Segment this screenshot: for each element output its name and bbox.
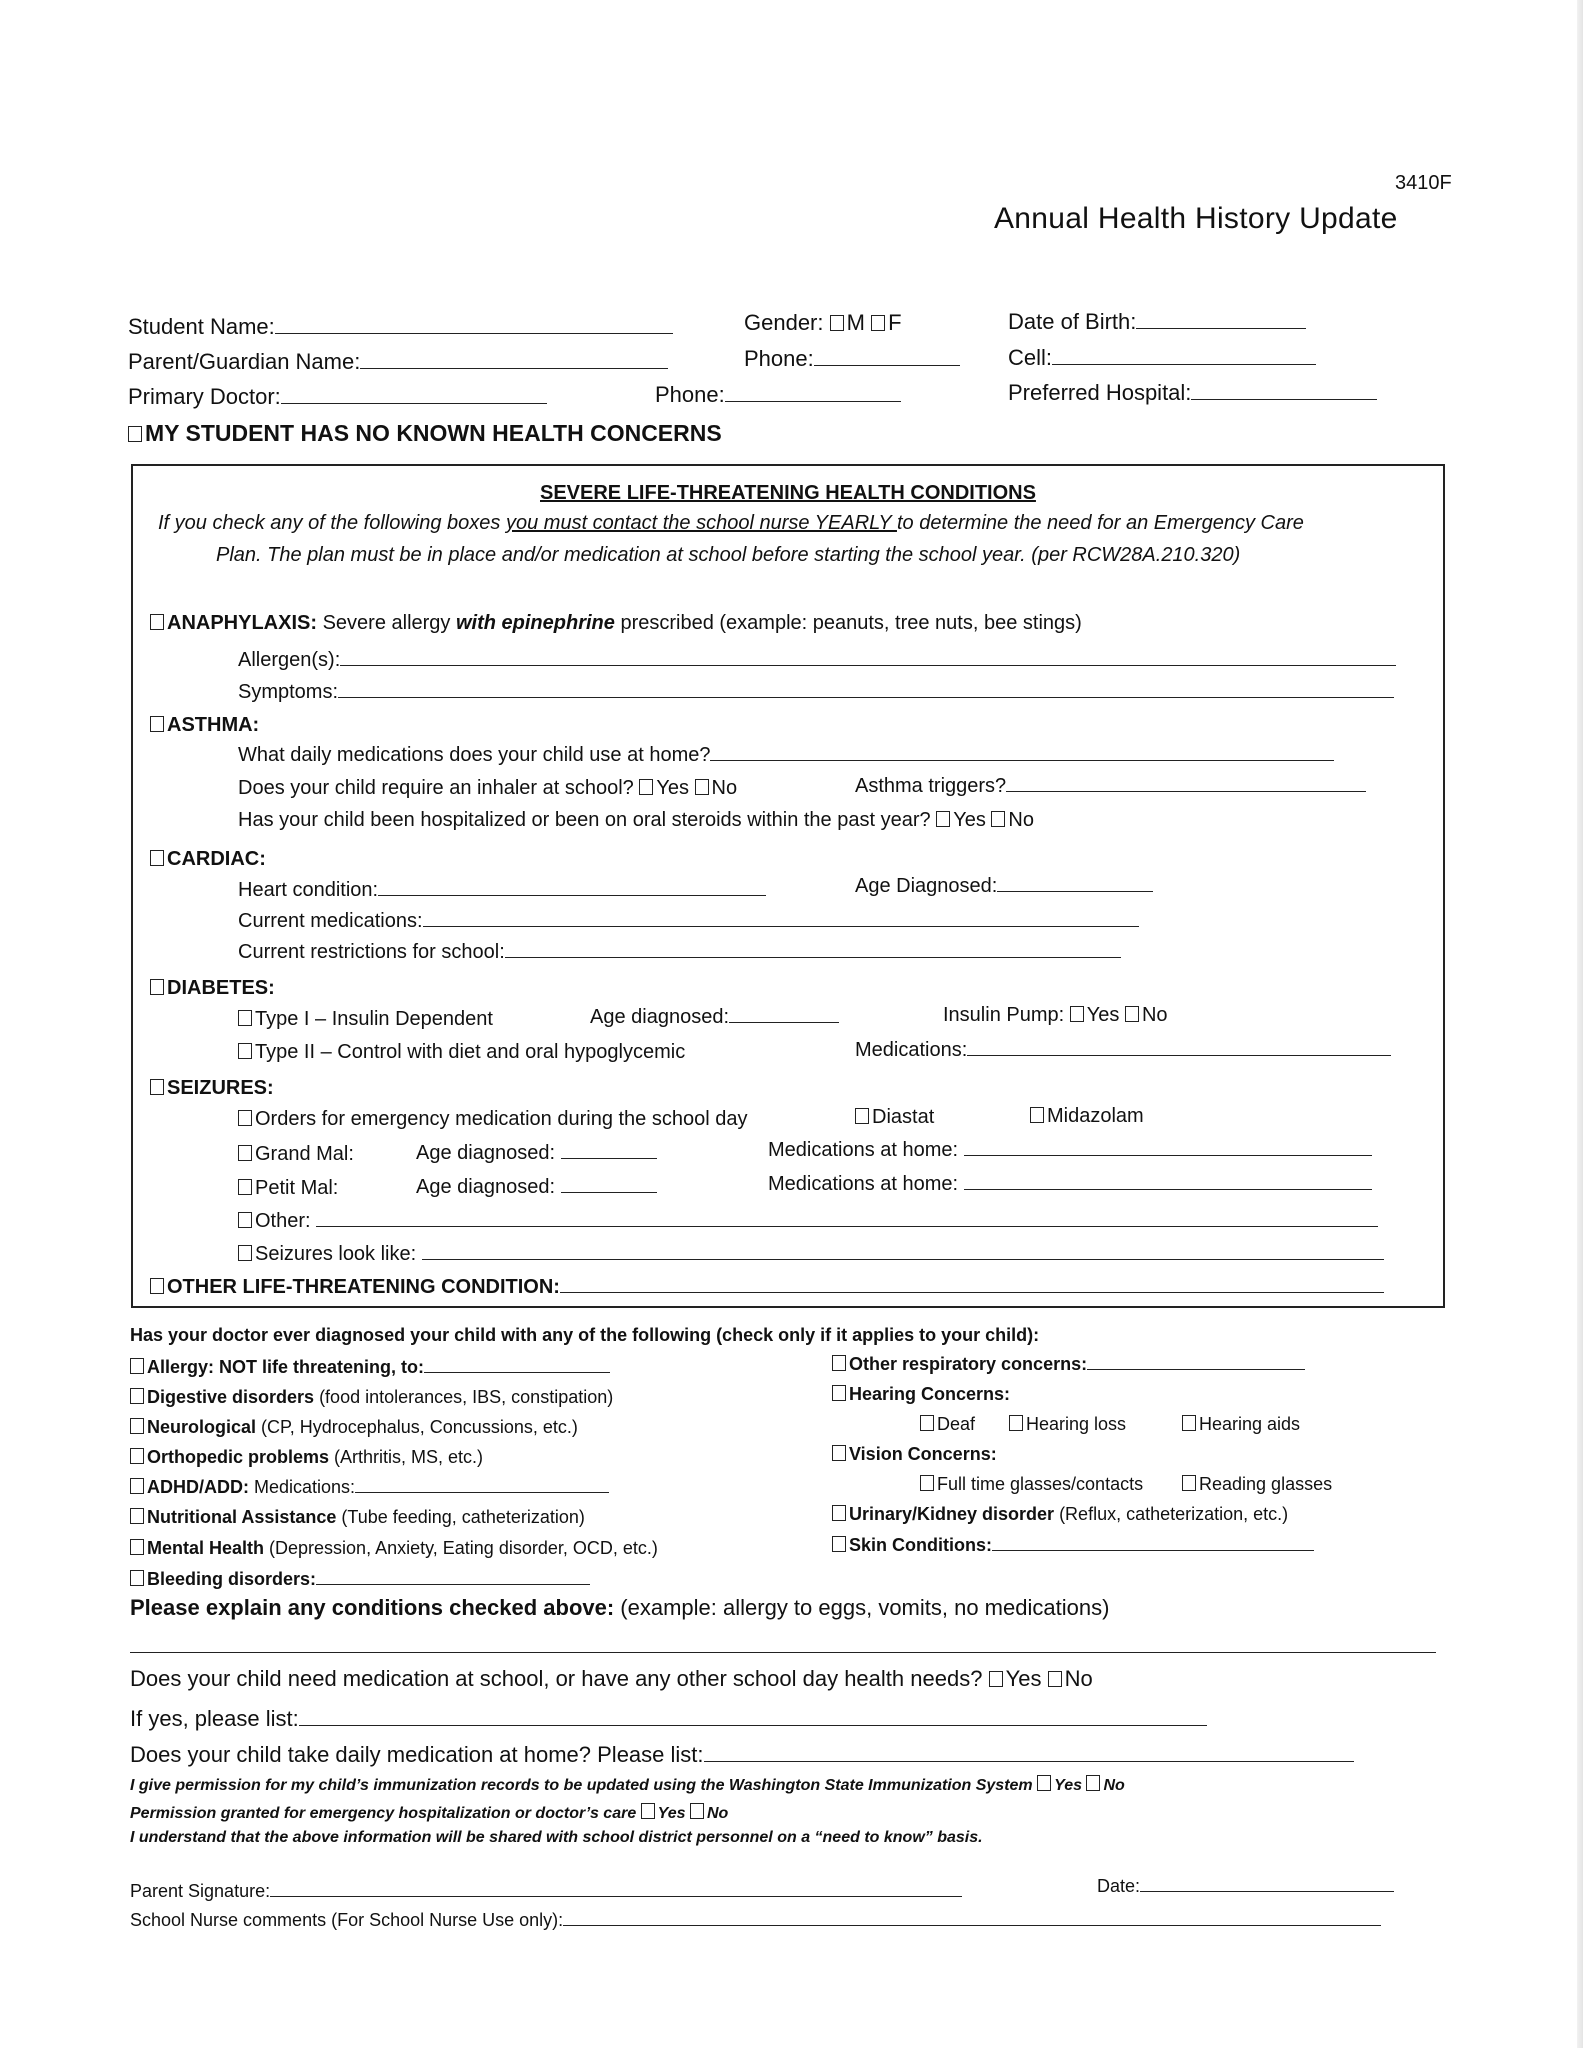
phone-line[interactable] [814, 364, 960, 366]
hearing-aids-option[interactable] [1182, 1414, 1300, 1435]
diagnosed-heading: Has your doctor ever diagnosed your child with any of the following (check only if it applies to your child): [130, 1325, 1040, 1345]
form-code: 3410F [1395, 172, 1452, 194]
grand-mal-label: Grand Mal: [255, 1143, 354, 1165]
digestive-note: (food intolerances, IBS, constipation) [314, 1387, 614, 1407]
seizures-checkbox[interactable] [150, 1079, 164, 1095]
type2-label: Type II – Control with diet and oral hypoglycemic [255, 1041, 686, 1063]
bleeding-option[interactable] [130, 1569, 590, 1590]
orthopedic-option[interactable] [130, 1447, 483, 1468]
dob-field[interactable] [1008, 309, 1306, 335]
primary-doctor-label: Primary Doctor: [128, 384, 281, 409]
hospitalization-permission [130, 1803, 728, 1823]
emergency-orders-checkbox[interactable] [238, 1110, 252, 1126]
grand-mal-checkbox[interactable] [238, 1145, 252, 1161]
reading-glasses-checkbox[interactable] [1182, 1475, 1196, 1491]
grand-mal-option[interactable] [238, 1143, 354, 1166]
asthma-meds-line[interactable] [710, 759, 1334, 761]
diastat-label: Diastat [872, 1106, 935, 1128]
parent-signature-label: Parent Signature: [130, 1881, 271, 1901]
school-medication-yes-checkbox[interactable] [989, 1671, 1003, 1687]
diastat-option[interactable] [855, 1106, 934, 1129]
immunization-no-label: No [1103, 1777, 1125, 1794]
preferred-hospital-field[interactable] [1008, 380, 1377, 406]
school-medication-no-checkbox[interactable] [1048, 1671, 1062, 1687]
seizure-other-field[interactable] [238, 1210, 1378, 1233]
nurse-comments-line[interactable] [563, 1924, 1381, 1926]
mental-health-checkbox[interactable] [130, 1539, 144, 1555]
hospitalized-no-label: No [1008, 809, 1034, 831]
cell-line[interactable] [1052, 363, 1316, 365]
gender-f-checkbox[interactable] [871, 315, 885, 331]
scan-edge [1577, 0, 1583, 2048]
seizures-look-label: Seizures look like: [255, 1243, 417, 1265]
emergency-orders-option[interactable] [238, 1108, 747, 1131]
hospitalization-label: Permission granted for emergency hospitalization or doctor’s care [130, 1805, 637, 1822]
adhd-checkbox[interactable] [130, 1478, 144, 1494]
school-medication-yes-label: Yes [1005, 1666, 1042, 1691]
anaphylaxis-checkbox[interactable] [150, 614, 164, 630]
bleeding-checkbox[interactable] [130, 1570, 144, 1586]
severe-intro-b: you must contact the school nurse YEARLY [505, 512, 897, 534]
orthopedic-label: Orthopedic problems [147, 1447, 330, 1467]
mental-health-label: Mental Health [147, 1538, 265, 1558]
insulin-pump-no-label: No [1141, 1004, 1168, 1026]
allergy-label: Allergy: NOT life threatening, to: [147, 1357, 425, 1377]
digestive-option[interactable] [130, 1387, 613, 1408]
mental-health-note: (Depression, Anxiety, Eating disorder, OCD, etc.) [264, 1538, 658, 1558]
asthma-row[interactable] [150, 714, 259, 737]
parent-signature-field[interactable] [130, 1881, 962, 1902]
petit-mal-age-field[interactable] [416, 1176, 657, 1199]
respiratory-label: Other respiratory concerns: [849, 1354, 1088, 1374]
school-medication-no-label: No [1064, 1666, 1093, 1691]
symptoms-label: Symptoms: [238, 681, 339, 703]
gender-field [744, 310, 902, 336]
cardiac-age-label: Age Diagnosed: [855, 875, 998, 897]
no-concerns-checkbox[interactable] [128, 426, 142, 442]
explain-line[interactable] [130, 1652, 1436, 1653]
diabetes-label: DIABETES: [167, 977, 275, 999]
skin-line[interactable] [992, 1549, 1314, 1551]
symptoms-line[interactable] [338, 696, 1394, 698]
symptoms-field[interactable] [238, 681, 1394, 704]
insulin-pump-yes-checkbox[interactable] [1070, 1006, 1084, 1022]
seizures-look-line[interactable] [422, 1258, 1384, 1260]
neurological-option[interactable] [130, 1417, 578, 1438]
urinary-checkbox[interactable] [832, 1505, 846, 1521]
hearing-label: Hearing Concerns: [849, 1384, 1011, 1404]
gender-label: Gender: [744, 310, 824, 335]
gender-m-label: M [846, 310, 865, 335]
asthma-meds-field[interactable] [238, 744, 1334, 767]
cardiac-meds-label: Current medications: [238, 910, 423, 932]
hospitalization-yes-label: Yes [657, 1805, 686, 1822]
hospitalized-no-checkbox[interactable] [991, 811, 1005, 827]
insulin-pump-yes-label: Yes [1086, 1004, 1120, 1026]
adhd-line[interactable] [355, 1491, 609, 1493]
urinary-label: Urinary/Kidney disorder [849, 1504, 1055, 1524]
diabetes-meds-field[interactable] [855, 1039, 1391, 1062]
restrictions-field[interactable] [238, 941, 1121, 964]
cell-label: Cell: [1008, 345, 1053, 370]
nurse-comments-field[interactable] [130, 1910, 1381, 1931]
nutrition-option[interactable] [130, 1507, 585, 1528]
hospitalized-label: Has your child been hospitalized or been on oral steroids within the past year? [238, 809, 931, 831]
severe-heading: SEVERE LIFE-THREATENING HEALTH CONDITIONS [540, 482, 1036, 504]
orthopedic-checkbox[interactable] [130, 1448, 144, 1464]
skin-option[interactable] [832, 1535, 1314, 1556]
cell-field[interactable] [1008, 345, 1316, 371]
type1-checkbox[interactable] [238, 1010, 252, 1026]
petit-mal-option[interactable] [238, 1177, 338, 1200]
asthma-meds-label: What daily medications does your child use at home? [238, 744, 711, 766]
seizure-other-label: Other: [255, 1210, 311, 1232]
inhaler-yes-checkbox[interactable] [639, 779, 653, 795]
explain-example: (example: allergy to eggs, vomits, no medications) [614, 1595, 1110, 1620]
hearing-aids-checkbox[interactable] [1182, 1415, 1196, 1431]
allergens-label: Allergen(s): [238, 649, 341, 671]
asthma-triggers-label: Asthma triggers? [855, 775, 1007, 797]
inhaler-no-checkbox[interactable] [695, 779, 709, 795]
asthma-checkbox[interactable] [150, 716, 164, 732]
asthma-triggers-line[interactable] [1006, 790, 1366, 792]
anaphylaxis-desc-a: Severe allergy [317, 612, 456, 634]
diabetes-checkbox[interactable] [150, 979, 164, 995]
restrictions-line[interactable] [505, 956, 1121, 958]
bleeding-label: Bleeding disorders: [147, 1569, 317, 1589]
if-yes-list-field[interactable] [130, 1706, 1207, 1732]
explain-prompt [130, 1595, 1109, 1621]
school-medication-question [130, 1666, 1093, 1692]
diabetes-row[interactable] [150, 977, 275, 1000]
date-field[interactable] [1097, 1876, 1394, 1897]
diabetes-meds-label: Medications: [855, 1039, 968, 1061]
hearing-option[interactable] [832, 1384, 1010, 1405]
allergy-option[interactable] [130, 1357, 610, 1378]
severe-intro-c: to determine the need for an Emergency Care [896, 512, 1304, 534]
hearing-checkbox[interactable] [832, 1385, 846, 1401]
adhd-note: Medications: [249, 1477, 356, 1497]
skin-label: Skin Conditions: [849, 1535, 992, 1555]
inhaler-label: Does your child require an inhaler at school? [238, 777, 634, 799]
emergency-orders-label: Orders for emergency medication during the school day [255, 1108, 748, 1130]
primary-doctor-line[interactable] [281, 402, 547, 404]
nurse-comments-label: School Nurse comments (For School Nurse Use only): [130, 1910, 564, 1930]
insulin-pump-label: Insulin Pump: [943, 1004, 1065, 1026]
skin-checkbox[interactable] [832, 1536, 846, 1552]
seizures-look-field[interactable] [238, 1243, 1384, 1266]
adhd-option[interactable] [130, 1477, 609, 1498]
deaf-checkbox[interactable] [920, 1415, 934, 1431]
immunization-no-checkbox[interactable] [1086, 1775, 1100, 1791]
allergy-line[interactable] [424, 1371, 610, 1373]
heart-condition-field[interactable] [238, 879, 766, 902]
midazolam-option[interactable] [1030, 1105, 1144, 1128]
deaf-option[interactable] [920, 1414, 975, 1435]
diabetes-age-label: Age diagnosed: [590, 1006, 730, 1028]
nutrition-label: Nutritional Assistance [147, 1507, 337, 1527]
digestive-label: Digestive disorders [147, 1387, 315, 1407]
midazolam-label: Midazolam [1047, 1105, 1144, 1127]
hospitalized-yes-label: Yes [953, 809, 986, 831]
parent-signature-line[interactable] [270, 1895, 962, 1897]
anaphylaxis-desc-b: with epinephrine [455, 612, 615, 634]
allergens-field[interactable] [238, 649, 1396, 672]
gender-m-checkbox[interactable] [830, 315, 844, 331]
primary-doctor-field[interactable] [128, 384, 547, 410]
if-yes-list-line[interactable] [299, 1724, 1207, 1726]
respiratory-option[interactable] [832, 1354, 1305, 1375]
type2-option[interactable] [238, 1041, 685, 1064]
anaphylaxis-label: ANAPHYLAXIS: [167, 612, 318, 634]
petit-mal-meds-label: Medications at home: [768, 1173, 959, 1195]
cardiac-age-field[interactable] [855, 875, 1153, 898]
other-condition-line[interactable] [560, 1291, 1384, 1293]
hearing-loss-label: Hearing loss [1026, 1414, 1127, 1434]
cardiac-meds-field[interactable] [238, 910, 1139, 933]
school-medication-label: Does your child need medication at school, or have any other school day health needs? [130, 1666, 983, 1691]
home-medication-field[interactable] [130, 1742, 1354, 1768]
seizures-row[interactable] [150, 1077, 274, 1100]
doctor-phone-label: Phone: [655, 382, 725, 407]
type1-option[interactable] [238, 1008, 493, 1031]
preferred-hospital-line[interactable] [1191, 398, 1377, 400]
preferred-hospital-label: Preferred Hospital: [1008, 380, 1192, 405]
urinary-note: (Reflux, catheterization, etc.) [1054, 1504, 1289, 1524]
if-yes-list-label: If yes, please list: [130, 1706, 299, 1731]
reading-glasses-label: Reading glasses [1199, 1474, 1333, 1494]
vision-label: Vision Concerns: [849, 1444, 997, 1464]
neurological-checkbox[interactable] [130, 1418, 144, 1434]
diastat-checkbox[interactable] [855, 1108, 869, 1124]
nutrition-note: (Tube feeding, catheterization) [336, 1507, 585, 1527]
urinary-option[interactable] [832, 1504, 1288, 1525]
hearing-loss-checkbox[interactable] [1009, 1415, 1023, 1431]
vision-option[interactable] [832, 1444, 997, 1465]
respiratory-line[interactable] [1087, 1368, 1305, 1370]
petit-mal-checkbox[interactable] [238, 1179, 252, 1195]
inhaler-yes-label: Yes [656, 777, 689, 799]
immunization-label: I give permission for my child’s immunization records to be updated using the Washington State Immunization System [130, 1777, 1033, 1794]
other-condition-field[interactable] [150, 1276, 1384, 1299]
other-condition-checkbox[interactable] [150, 1278, 164, 1294]
grand-mal-meds-line[interactable] [964, 1154, 1372, 1156]
severe-intro-line2: Plan. The plan must be in place and/or medication at school before starting the school year. (per RCW28A.210.320) [216, 544, 1241, 566]
home-medication-label: Does your child take daily medication at home? Please list: [130, 1742, 704, 1767]
petit-mal-label: Petit Mal: [255, 1177, 339, 1199]
hospitalized-question [238, 809, 1034, 832]
cardiac-checkbox[interactable] [150, 850, 164, 866]
hearing-aids-label: Hearing aids [1199, 1414, 1301, 1434]
allergens-line[interactable] [340, 664, 1396, 666]
cardiac-label: CARDIAC: [167, 848, 266, 870]
nutrition-checkbox[interactable] [130, 1508, 144, 1524]
inhaler-no-label: No [711, 777, 738, 799]
petit-mal-meds-field[interactable] [768, 1173, 1372, 1196]
deaf-label: Deaf [937, 1414, 976, 1434]
cardiac-age-line[interactable] [997, 890, 1153, 892]
immunization-permission [130, 1775, 1125, 1795]
hospitalization-no-checkbox[interactable] [690, 1803, 704, 1819]
grand-mal-meds-field[interactable] [768, 1139, 1372, 1162]
grand-mal-age-field[interactable] [416, 1142, 657, 1165]
seizures-label: SEIZURES: [167, 1077, 274, 1099]
digestive-checkbox[interactable] [130, 1388, 144, 1404]
diabetes-age-line[interactable] [729, 1021, 839, 1023]
neurological-note: (CP, Hydrocephalus, Concussions, etc.) [256, 1417, 578, 1437]
grand-mal-meds-label: Medications at home: [768, 1139, 959, 1161]
parent-name-label: Parent/Guardian Name: [128, 349, 361, 374]
neurological-label: Neurological [147, 1417, 257, 1437]
petit-mal-age-label: Age diagnosed: [416, 1176, 556, 1198]
date-line[interactable] [1140, 1890, 1394, 1892]
home-medication-line[interactable] [704, 1760, 1354, 1762]
severe-intro-line1 [158, 512, 1304, 535]
petit-mal-age-line[interactable] [561, 1191, 657, 1193]
restrictions-label: Current restrictions for school: [238, 941, 505, 963]
grand-mal-age-label: Age diagnosed: [416, 1142, 556, 1164]
student-name-line[interactable] [275, 332, 673, 334]
cardiac-meds-line[interactable] [423, 925, 1139, 927]
cardiac-row[interactable] [150, 848, 266, 871]
heart-condition-line[interactable] [378, 894, 766, 896]
no-concerns-option[interactable] [128, 420, 722, 447]
type2-checkbox[interactable] [238, 1043, 252, 1059]
student-name-label: Student Name: [128, 314, 275, 339]
immunization-yes-checkbox[interactable] [1037, 1775, 1051, 1791]
doctor-phone-field[interactable] [655, 382, 901, 408]
parent-name-field[interactable] [128, 349, 668, 375]
seizures-look-checkbox[interactable] [238, 1245, 252, 1261]
asthma-label: ASTHMA: [167, 714, 260, 736]
respiratory-checkbox[interactable] [832, 1355, 846, 1371]
inhaler-question [238, 777, 737, 800]
grand-mal-age-line[interactable] [561, 1157, 657, 1159]
mental-health-option[interactable] [130, 1538, 658, 1559]
asthma-triggers-field[interactable] [855, 775, 1366, 798]
doctor-phone-line[interactable] [725, 400, 901, 402]
orthopedic-note: (Arthritis, MS, etc.) [329, 1447, 484, 1467]
seizure-other-checkbox[interactable] [238, 1212, 252, 1228]
full-glasses-checkbox[interactable] [920, 1475, 934, 1491]
reading-glasses-option[interactable] [1182, 1474, 1332, 1495]
petit-mal-meds-line[interactable] [964, 1188, 1372, 1190]
dob-label: Date of Birth: [1008, 309, 1137, 334]
diabetes-meds-line[interactable] [967, 1054, 1391, 1056]
anaphylaxis-row[interactable] [150, 612, 1082, 635]
dob-line[interactable] [1136, 327, 1306, 329]
date-label: Date: [1097, 1876, 1141, 1896]
hearing-loss-option[interactable] [1009, 1414, 1126, 1435]
bleeding-line[interactable] [316, 1583, 590, 1585]
understand-statement: I understand that the above information will be shared with school district personnel on a “need to know” basis. [130, 1829, 983, 1846]
parent-name-line[interactable] [360, 367, 668, 369]
form-title: Annual Health History Update [994, 202, 1398, 235]
hospitalization-no-label: No [707, 1805, 729, 1822]
hospitalization-yes-checkbox[interactable] [641, 1803, 655, 1819]
midazolam-checkbox[interactable] [1030, 1107, 1044, 1123]
full-glasses-label: Full time glasses/contacts [937, 1474, 1144, 1494]
phone-field[interactable] [744, 346, 960, 372]
no-concerns-label: MY STUDENT HAS NO KNOWN HEALTH CONCERNS [145, 420, 722, 446]
insulin-pump-question [943, 1004, 1168, 1027]
student-name-field[interactable] [128, 314, 673, 340]
explain-label: Please explain any conditions checked above: [130, 1595, 615, 1620]
vision-checkbox[interactable] [832, 1445, 846, 1461]
seizure-other-line[interactable] [316, 1225, 1378, 1227]
type1-label: Type I – Insulin Dependent [255, 1008, 493, 1030]
gender-f-label: F [888, 310, 902, 335]
allergy-checkbox[interactable] [130, 1358, 144, 1374]
adhd-label: ADHD/ADD: [147, 1477, 249, 1497]
other-condition-label: OTHER LIFE-THREATENING CONDITION: [167, 1276, 560, 1298]
insulin-pump-no-checkbox[interactable] [1125, 1006, 1139, 1022]
heart-condition-label: Heart condition: [238, 879, 379, 901]
anaphylaxis-desc-c: prescribed (example: peanuts, tree nuts, bee stings) [614, 612, 1082, 634]
phone-label: Phone: [744, 346, 814, 371]
immunization-yes-label: Yes [1054, 1777, 1082, 1794]
severe-intro-a: If you check any of the following boxes [158, 512, 506, 534]
diabetes-age-field[interactable] [590, 1006, 839, 1029]
full-glasses-option[interactable] [920, 1474, 1143, 1495]
hospitalized-yes-checkbox[interactable] [936, 811, 950, 827]
